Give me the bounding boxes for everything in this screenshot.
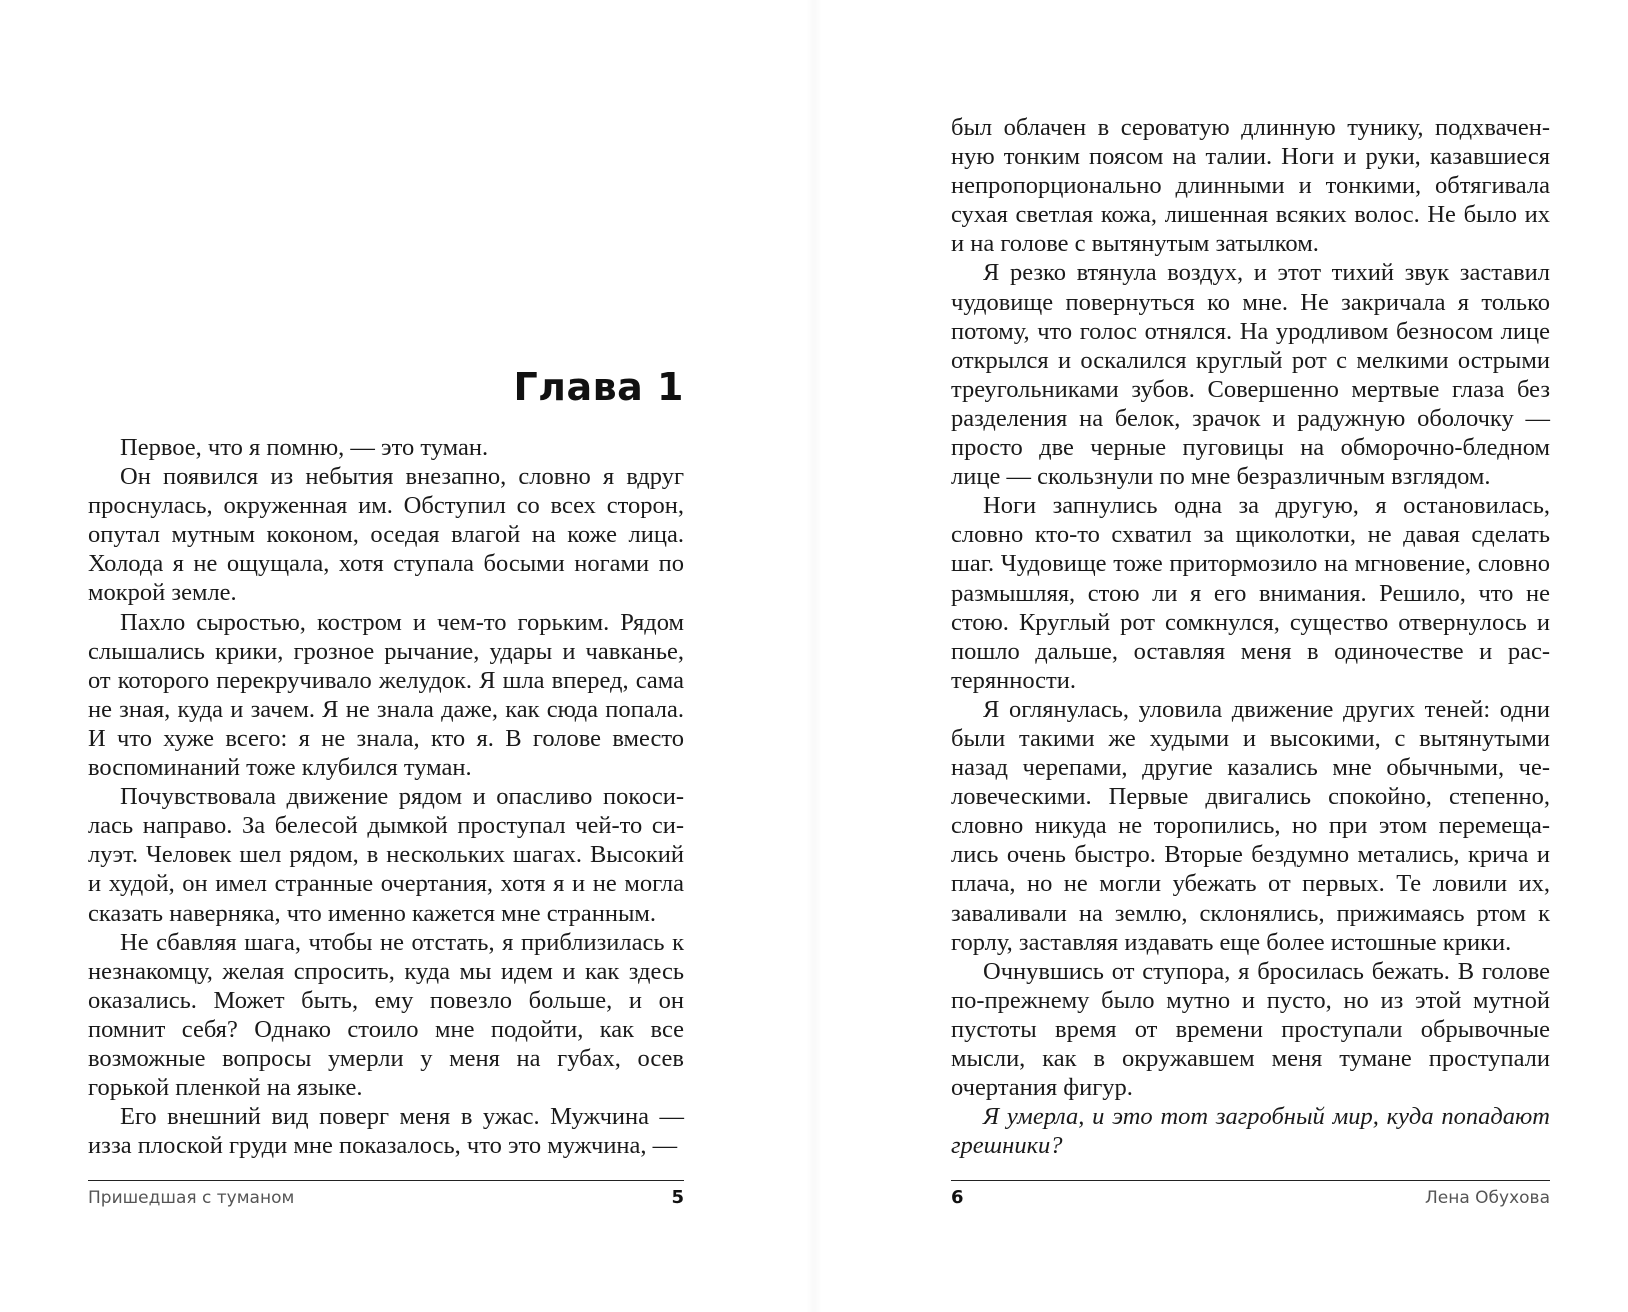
paragraph: Почувствовала движение рядом и опасливо покосилась направо. За белесой дымкой проступал чей-то силуэт. Человек шел рядом, в нескольких шагах. Высокий и худой, он имел странные очертания, хотя я и не могла сказать наверняка, что именно кажется мне странным.	[88, 783, 684, 927]
footer-author: Лена Обухова	[1424, 1188, 1550, 1208]
paragraph: Я резко втянула воздух, и этот тихий звук заставил чудовище повернуться ко мне. Не закричала я только потому, что голос отнялся. На уродливом безносом лице открылся и оскалился круглый рот с мелкими острыми треугольниками зубов. Совершенно мертвые глаза без разделения на белок, зрачок и радужную оболочку — просто две черные пуговицы на обморочно-бледном лице — скользнули по мне безразличным взглядом.	[951, 259, 1550, 491]
footer-rule	[88, 1180, 684, 1181]
chapter-title: Глава 1	[513, 365, 684, 409]
footer-rule	[951, 1180, 1550, 1181]
paragraph: Очнувшись от ступора, я бросилась бежать. В голове по-прежнему было мутно и пусто, но из этой мутной пустоты время от времени проступали обрывочные мысли, как в окружавшем меня тумане проступали очертания фигур.	[951, 957, 1550, 1102]
paragraph: Он появился из небытия внезапно, словно я вдруг проснулась, окруженная им. Обступил со всех сторон, опутал мутным коконом, оседая влагой на коже лица. Холода я не ощущала, хотя ступала босыми ногами по мокрой земле.	[88, 463, 684, 607]
paragraph: Его внешний вид поверг меня в ужас. Мужчина — изза плоской груди мне показалось, что это мужчина, —	[88, 1103, 684, 1160]
right-page-text	[951, 113, 1550, 1160]
paragraph: Не сбавляя шага, чтобы не отстать, я приблизилась к незнакомцу, желая спросить, куда мы идем и как здесь оказались. Может быть, ему повезло больше, и он помнит себя? Однако стоило мне подойти, как все возможные вопросы умерли у меня на губах, осев горькой пленкой на языке.	[88, 928, 684, 1102]
page-number: 6	[951, 1187, 964, 1208]
footer-book-title: Пришедшая с туманом	[88, 1188, 295, 1208]
italic-paragraph: Я умерла, и это тот загробный мир, куда попадают грешники?	[951, 1103, 1550, 1160]
page-number: 5	[671, 1187, 684, 1208]
paragraph: Первое, что я помню, — это туман.	[120, 434, 489, 461]
left-page-text	[88, 433, 684, 1160]
paragraph: Я оглянулась, уловила движение других теней: одни были такими же худыми и высокими, с вытянутыми назад черепами, другие казались мне обычными, человеческими. Первые двигались спокойно, степенно, словно никуда не торопились, но при этом перемещались очень быстро. Вторые бездумно метались, крича и плача, но не могли убежать от первых. Те ловили их, заваливали на землю, склонялись, прижимаясь ртом к горлу, заставляя издавать еще более истошные крики.	[951, 695, 1550, 956]
right-page	[814, 0, 1628, 1312]
paragraph: Ноги запнулись одна за другую, я остановилась, словно кто-то схватил за щиколотки, не давая сделать шаг. Чудовище тоже притормозило на мгновение, словно размышляя, стою ли я его внимания. Решило, что не стою. Круглый рот сомкнулся, существо отвернулось и пошло дальше, оставляя меня в одиночестве и растерянности.	[951, 492, 1550, 694]
paragraph: был облачен в сероватую длинную тунику, подхваченную тонким поясом на талии. Ноги и руки, казавшиеся непропорционально длинными и тонкими, обтягивала сухая светлая кожа, лишенная всяких волос. Не было их и на голове с вытянутым затылком.	[951, 114, 1550, 258]
paragraph: Пахло сыростью, костром и чем-то горьким. Рядом слышались крики, грозное рычание, удары и чавканье, от которого перекручивало желудок. Я шла вперед, сама не зная, куда и зачем. Я не знала даже, как сюда попала. И что хуже всего: я не знала, кто я. В голове вместо воспоминаний тоже клубился туман.	[88, 608, 684, 782]
